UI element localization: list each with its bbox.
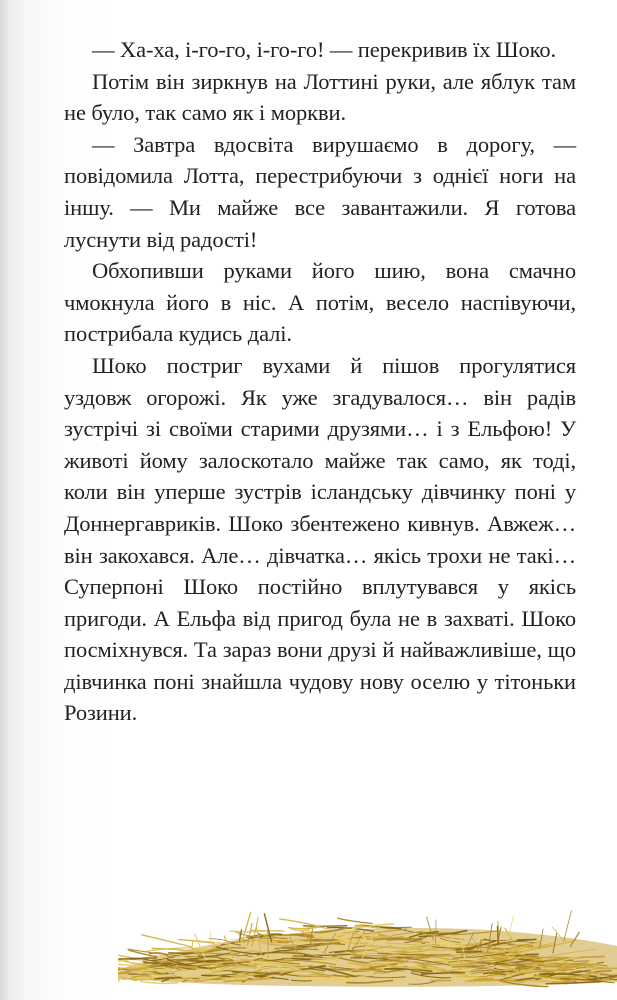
page-text — [64, 34, 576, 729]
straw-strand — [118, 958, 156, 959]
paragraph-3: — Завтра вдосвіта вирушаємо в дорогу, — повідомила Лотта, перестрибуючи з однієї ноги на іншу. — Ми майже все завантажили. Я готова луснути від радості! — [64, 131, 576, 252]
straw-strand — [304, 926, 347, 927]
straw-strand — [457, 952, 481, 953]
paragraph-1: — Ха-ха, і-го-го, і-го-го! — перекривив їх Шоко. — [92, 37, 557, 62]
straw-strand — [289, 927, 316, 929]
paragraph-5: Шоко постриг вухами й пішов прогулятися уздовж огорожі. Як уже згадувалося… він радів зустрічі зі своїми старими друзями… і з Ельфою! У животі йому залоскотало майже так само, як тоді, коли він уперше зустрів ісландську дівчинку поні у Доннергавриків. Шоко збентежено кивнув. Авжеж… він закохався. Але… дівчатка… якісь трохи не такі… Суперпоні Шоко постійно вплутувався у якісь пригоди. А Ельфа від пригод була не в захваті. Шоко посміхнувся. Та зараз вони друзі й найважливіше, що дівчинка поні знайшла чудову нову оселю у тітоньки Розини. — [64, 352, 576, 726]
straw-strand — [169, 952, 198, 953]
straw-strand — [155, 978, 174, 979]
straw-strand — [498, 926, 499, 943]
straw-strand — [564, 911, 572, 942]
straw-strand — [426, 944, 454, 945]
paragraph-2: Потім він зиркнув на Лоттині руки, але яблук там не було, так само як і моркви. — [64, 68, 576, 126]
straw-hay-pile-icon — [118, 890, 617, 990]
straw-strand — [338, 918, 373, 923]
straw-strand — [192, 941, 193, 953]
paragraph-4: Обхопивши руками його шию, вона смачно чмокнула його в ніс. А потім, весело наспівуючи, пострибала кудись далі. — [64, 258, 576, 347]
straw-strand — [526, 957, 569, 958]
straw-strand — [142, 935, 192, 947]
